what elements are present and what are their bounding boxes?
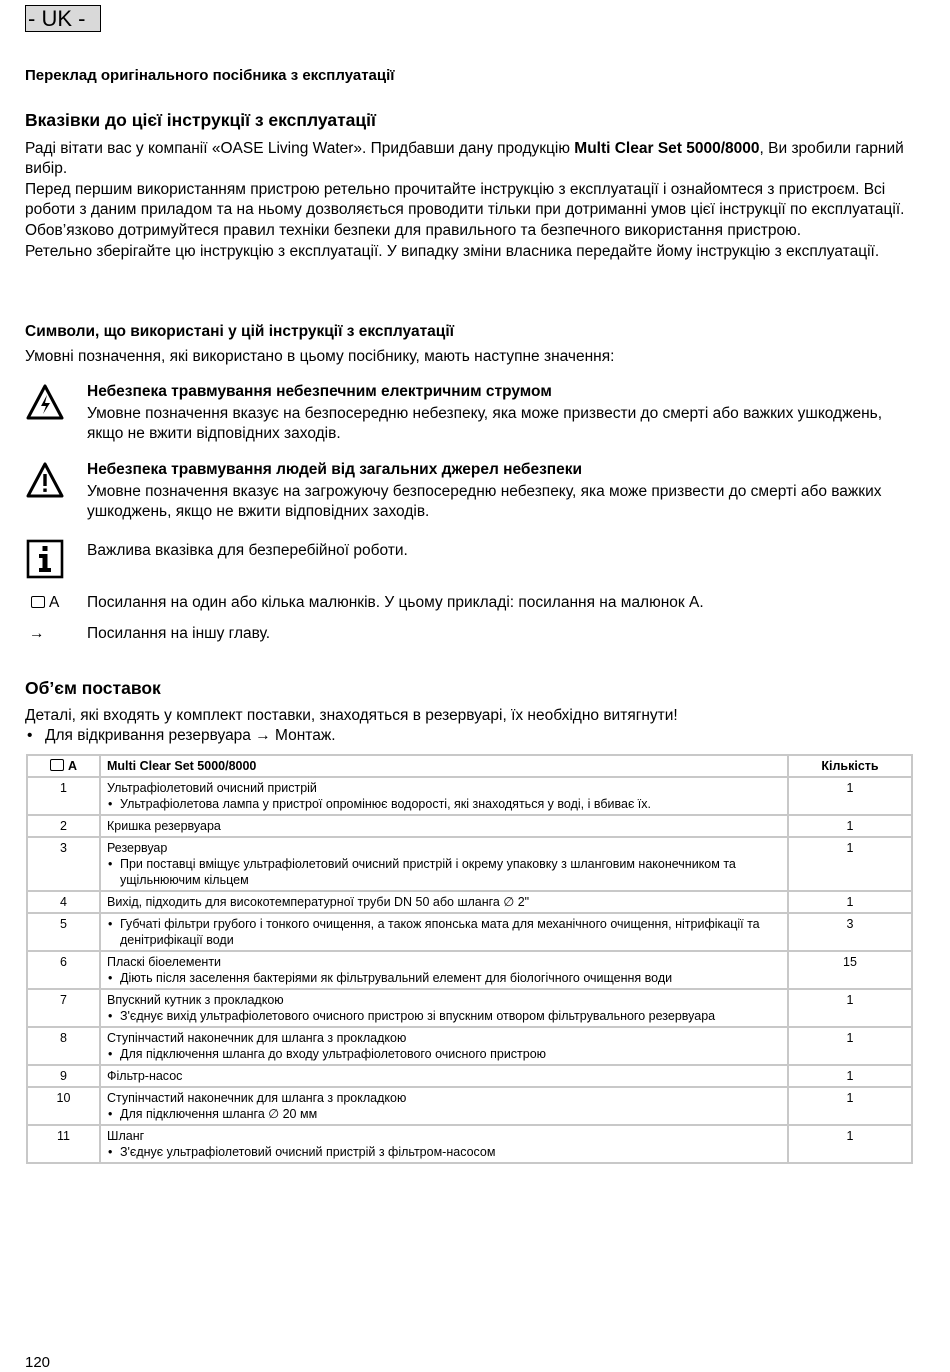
row-quantity-cell: 1 [788, 815, 912, 837]
row-quantity-cell: 1 [788, 837, 912, 891]
part-name: Впускний кутник з прокладкою [107, 993, 284, 1007]
intro-p1-end: , Ви зробили гарний вибір. [25, 140, 904, 177]
part-name: Пласкі біоелементи [107, 955, 222, 969]
header-figure-label: A [67, 759, 78, 773]
row-description-cell [100, 891, 788, 913]
part-note: • Губчаті фільтри грубого і тонкого очищення, а також японська мата для механічного очищення, нітрифікації та денітрифікації води [107, 916, 781, 948]
page-number: 120 [25, 1354, 51, 1371]
row-quantity-cell: 3 [788, 913, 912, 951]
warning-icon [25, 461, 65, 504]
figure-reference-text: Посилання на один або кілька малюнків. У цьому прикладі: посилання на малюнок А. [87, 594, 704, 611]
row-number-cell: 7 [27, 989, 100, 1027]
row-description-cell [100, 1065, 788, 1087]
language-tag: - UK - [25, 5, 101, 32]
row-quantity-cell: 1 [788, 1087, 912, 1125]
scope-bullet: • Для відкривання резервуара → Монтаж. [25, 726, 910, 746]
part-name: Вихід, підходить для високотемпературної труби DN 50 або шланга ∅ 2" [107, 895, 530, 909]
row-number-cell: 2 [27, 815, 100, 837]
table-row [27, 1065, 912, 1087]
row-description-cell [100, 777, 788, 815]
general-hazard-title: Небезпека травмування людей від загальних джерел небезпеки [87, 461, 583, 478]
intro-paragraph-3: Обов’язково дотримуйтеся правил техніки безпеки для правильного та безпечного використання пристрою. [25, 222, 802, 239]
scope-lead: Деталі, які входять у комплект поставки, знаходяться в резервуарі, їх необхідно витягнути! [25, 707, 678, 724]
part-name: Ступінчастий наконечник для шланга з прокладкою [107, 1031, 407, 1045]
header-quantity-cell: Кількість [788, 755, 912, 777]
row-number-cell: 9 [27, 1065, 100, 1087]
parts-table-header [27, 755, 912, 777]
row-number-cell: 4 [27, 891, 100, 913]
symbols-lead: Умовні позначення, які використано в цьому посібнику, мають наступне значення: [25, 348, 615, 365]
info-icon [25, 539, 65, 584]
document-subtitle: Переклад оригінального посібника з експлуатації [25, 67, 395, 84]
part-note: • Діють після заселення бактеріями як фільтрувальний елемент для біологічного очищення води [107, 970, 781, 986]
part-name: Ступінчастий наконечник для шланга з прокладкою [107, 1091, 407, 1105]
figure-label: A [49, 594, 60, 611]
part-name: Фільтр-насос [107, 1069, 183, 1083]
part-note: • Ультрафіолетова лампа у пристрої опромінює водорості, які знаходяться у воді, і вбиває їх. [107, 796, 781, 812]
table-row [27, 1027, 912, 1065]
header-product-cell: Multi Clear Set 5000/8000 [100, 755, 788, 777]
row-number-cell: 5 [27, 913, 100, 951]
figure-box-icon [31, 596, 45, 608]
table-row [27, 989, 912, 1027]
figure-reference-icon [31, 593, 81, 613]
figure-box-icon [50, 759, 64, 771]
row-number-cell: 11 [27, 1125, 100, 1163]
row-quantity-cell: 1 [788, 891, 912, 913]
general-hazard-text: Умовне позначення вказує на загрожуючу безпосередню небезпеку, яка може призвести до смерті або важких ушкоджень, якщо не вжити відповідних заходів. [87, 483, 882, 520]
table-row [27, 777, 912, 815]
table-row [27, 1087, 912, 1125]
table-row [27, 913, 912, 951]
row-number-cell: 6 [27, 951, 100, 989]
scope-heading: Об’єм поставок [25, 678, 161, 698]
part-name: Ультрафіолетовий очисний пристрій [107, 781, 317, 795]
row-quantity-cell: 1 [788, 1125, 912, 1163]
part-note: • При поставці вміщує ультрафіолетовий очисний пристрій і окрему упаковку з шланговим наконечником та ущільнюючим кільцем [107, 856, 781, 888]
intro-section [25, 110, 910, 263]
delivery-scope-section [25, 678, 910, 746]
table-row [27, 815, 912, 837]
intro-p1-start: Раді вітати вас у компанії «OASE Living Water». Придбавши дану продукцію [25, 140, 575, 157]
arrow-right-icon: → [29, 625, 45, 642]
header-figure-cell [27, 755, 100, 777]
product-name: Multi Clear Set 5000/8000 [574, 140, 760, 157]
symbols-heading: Символи, що використані у цій інструкції з експлуатації [25, 323, 454, 340]
part-name: Кришка резервуара [107, 819, 221, 833]
info-text: Важлива вказівка для безперебійної роботи. [87, 542, 408, 559]
electric-hazard-icon [25, 383, 65, 426]
table-row [27, 1125, 912, 1163]
row-description-cell [100, 815, 788, 837]
intro-paragraph-2: Перед першим використанням пристрою ретельно прочитайте інструкцію з експлуатації і ознайомтеся з пристроєм. Всі роботи з даним приладом та на ньому дозволяється проводити тільки при дотриманні умов цієї інструкції по експлуатації. [25, 181, 905, 218]
electric-hazard-title: Небезпека травмування небезпечним електричним струмом [87, 383, 552, 400]
row-quantity-cell: 1 [788, 1027, 912, 1065]
part-note: • Для підключення шланга до входу ультрафіолетового очисного пристрою [107, 1046, 781, 1062]
part-name: Шланг [107, 1129, 145, 1143]
intro-heading: Вказівки до цієї інструкції з експлуатації [25, 110, 376, 130]
row-description-cell [100, 1087, 788, 1125]
row-number-cell: 3 [27, 837, 100, 891]
table-row [27, 951, 912, 989]
chapter-reference-text: Посилання на іншу главу. [87, 625, 271, 642]
symbols-section [25, 323, 910, 367]
part-note: • З'єднує ультрафіолетовий очисний пристрій з фільтром-насосом [107, 1144, 781, 1160]
row-description-cell [100, 837, 788, 891]
row-number-cell: 10 [27, 1087, 100, 1125]
row-description-cell [100, 1027, 788, 1065]
row-number-cell: 1 [27, 777, 100, 815]
intro-paragraph-4: Ретельно зберігайте цю інструкцію з експлуатації. У випадку зміни власника передайте йому інструкцію з експлуатації. [25, 243, 880, 260]
row-number-cell: 8 [27, 1027, 100, 1065]
intro-paragraph-1 [25, 139, 910, 179]
part-name: Резервуар [107, 841, 168, 855]
row-quantity-cell: 1 [788, 777, 912, 815]
row-description-cell [100, 951, 788, 989]
part-note: • Для підключення шланга ∅ 20 мм [107, 1106, 781, 1122]
row-quantity-cell: 1 [788, 1065, 912, 1087]
parts-table [26, 754, 913, 1164]
row-quantity-cell: 1 [788, 989, 912, 1027]
parts-table-body [27, 777, 912, 1163]
table-row [27, 837, 912, 891]
electric-hazard-text: Умовне позначення вказує на безпосередню небезпеку, яка може призвести до смерті або важких ушкоджень, якщо не вжити відповідних заходів. [87, 405, 883, 442]
part-note: • З'єднує вихід ультрафіолетового очисного пристрою зі впускним отвором фільтрувального резервуара [107, 1008, 781, 1024]
row-description-cell [100, 1125, 788, 1163]
row-quantity-cell: 15 [788, 951, 912, 989]
row-description-cell [100, 989, 788, 1027]
table-row [27, 891, 912, 913]
row-description-cell [100, 913, 788, 951]
